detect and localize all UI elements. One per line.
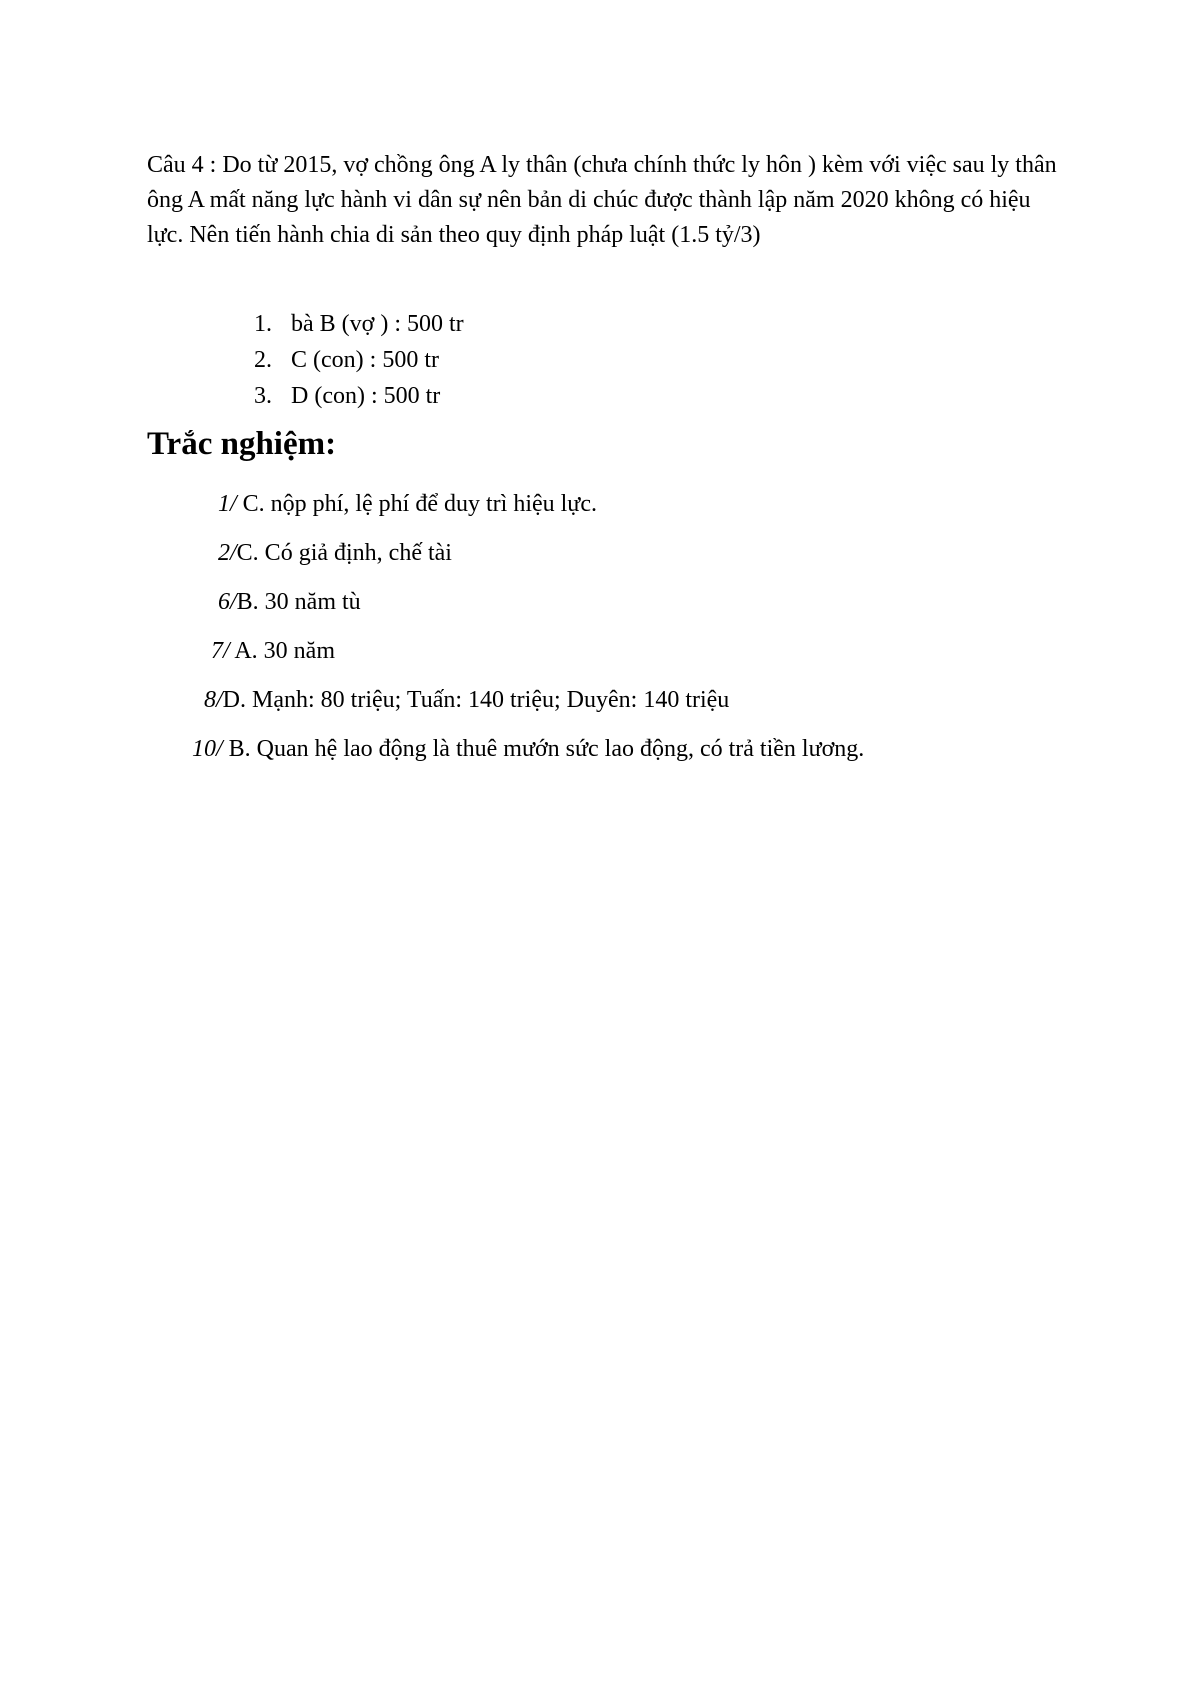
answer-line	[204, 685, 729, 715]
answer-number: 8/	[204, 687, 223, 713]
answer-text: D. Mạnh: 80 triệu; Tuấn: 140 triệu; Duyên: 140 triệu	[222, 687, 730, 713]
answer-text: C. Có giả định, chế tài	[236, 540, 452, 566]
list-item-number: 3.	[254, 383, 272, 409]
answer-line	[218, 489, 597, 519]
answer-number: 1/	[218, 491, 237, 517]
answer-number: 2/	[218, 540, 237, 566]
inheritance-division-list	[254, 306, 464, 414]
answer-number: 6/	[218, 589, 237, 615]
multiple-choice-heading: Trắc nghiệm:	[147, 426, 337, 462]
answer-line	[192, 734, 864, 764]
answer-text: A. 30 năm	[229, 638, 335, 664]
answer-line	[218, 538, 452, 568]
question-4-paragraph: Câu 4 : Do từ 2015, vợ chồng ông A ly thân (chưa chính thức ly hôn ) kèm với việc sau ly thân ông A mất năng lực hành vi dân sự nên bản di chúc được thành lập năm 2020 không có hiệu lực. Nên tiến hành chia di sản theo quy định pháp luật (1.5 tỷ/3)	[147, 152, 1057, 248]
answer-line	[211, 636, 335, 666]
answer-line	[218, 587, 361, 617]
list-item-text: D (con) : 500 tr	[291, 383, 441, 409]
answer-text: B. 30 năm tù	[236, 589, 361, 615]
list-item	[254, 342, 464, 378]
list-item-text: bà B (vợ ) : 500 tr	[291, 311, 464, 337]
list-item	[254, 306, 464, 342]
list-item-number: 2.	[254, 347, 272, 373]
list-item	[254, 378, 464, 414]
list-item-text: C (con) : 500 tr	[291, 347, 439, 373]
list-item-number: 1.	[254, 311, 272, 337]
answer-number: 7/	[211, 638, 230, 664]
answer-number: 10/	[192, 736, 223, 762]
answer-text: C. nộp phí, lệ phí để duy trì hiệu lực.	[236, 491, 597, 517]
answer-text: B. Quan hệ lao động là thuê mướn sức lao động, có trả tiền lương.	[222, 736, 865, 762]
